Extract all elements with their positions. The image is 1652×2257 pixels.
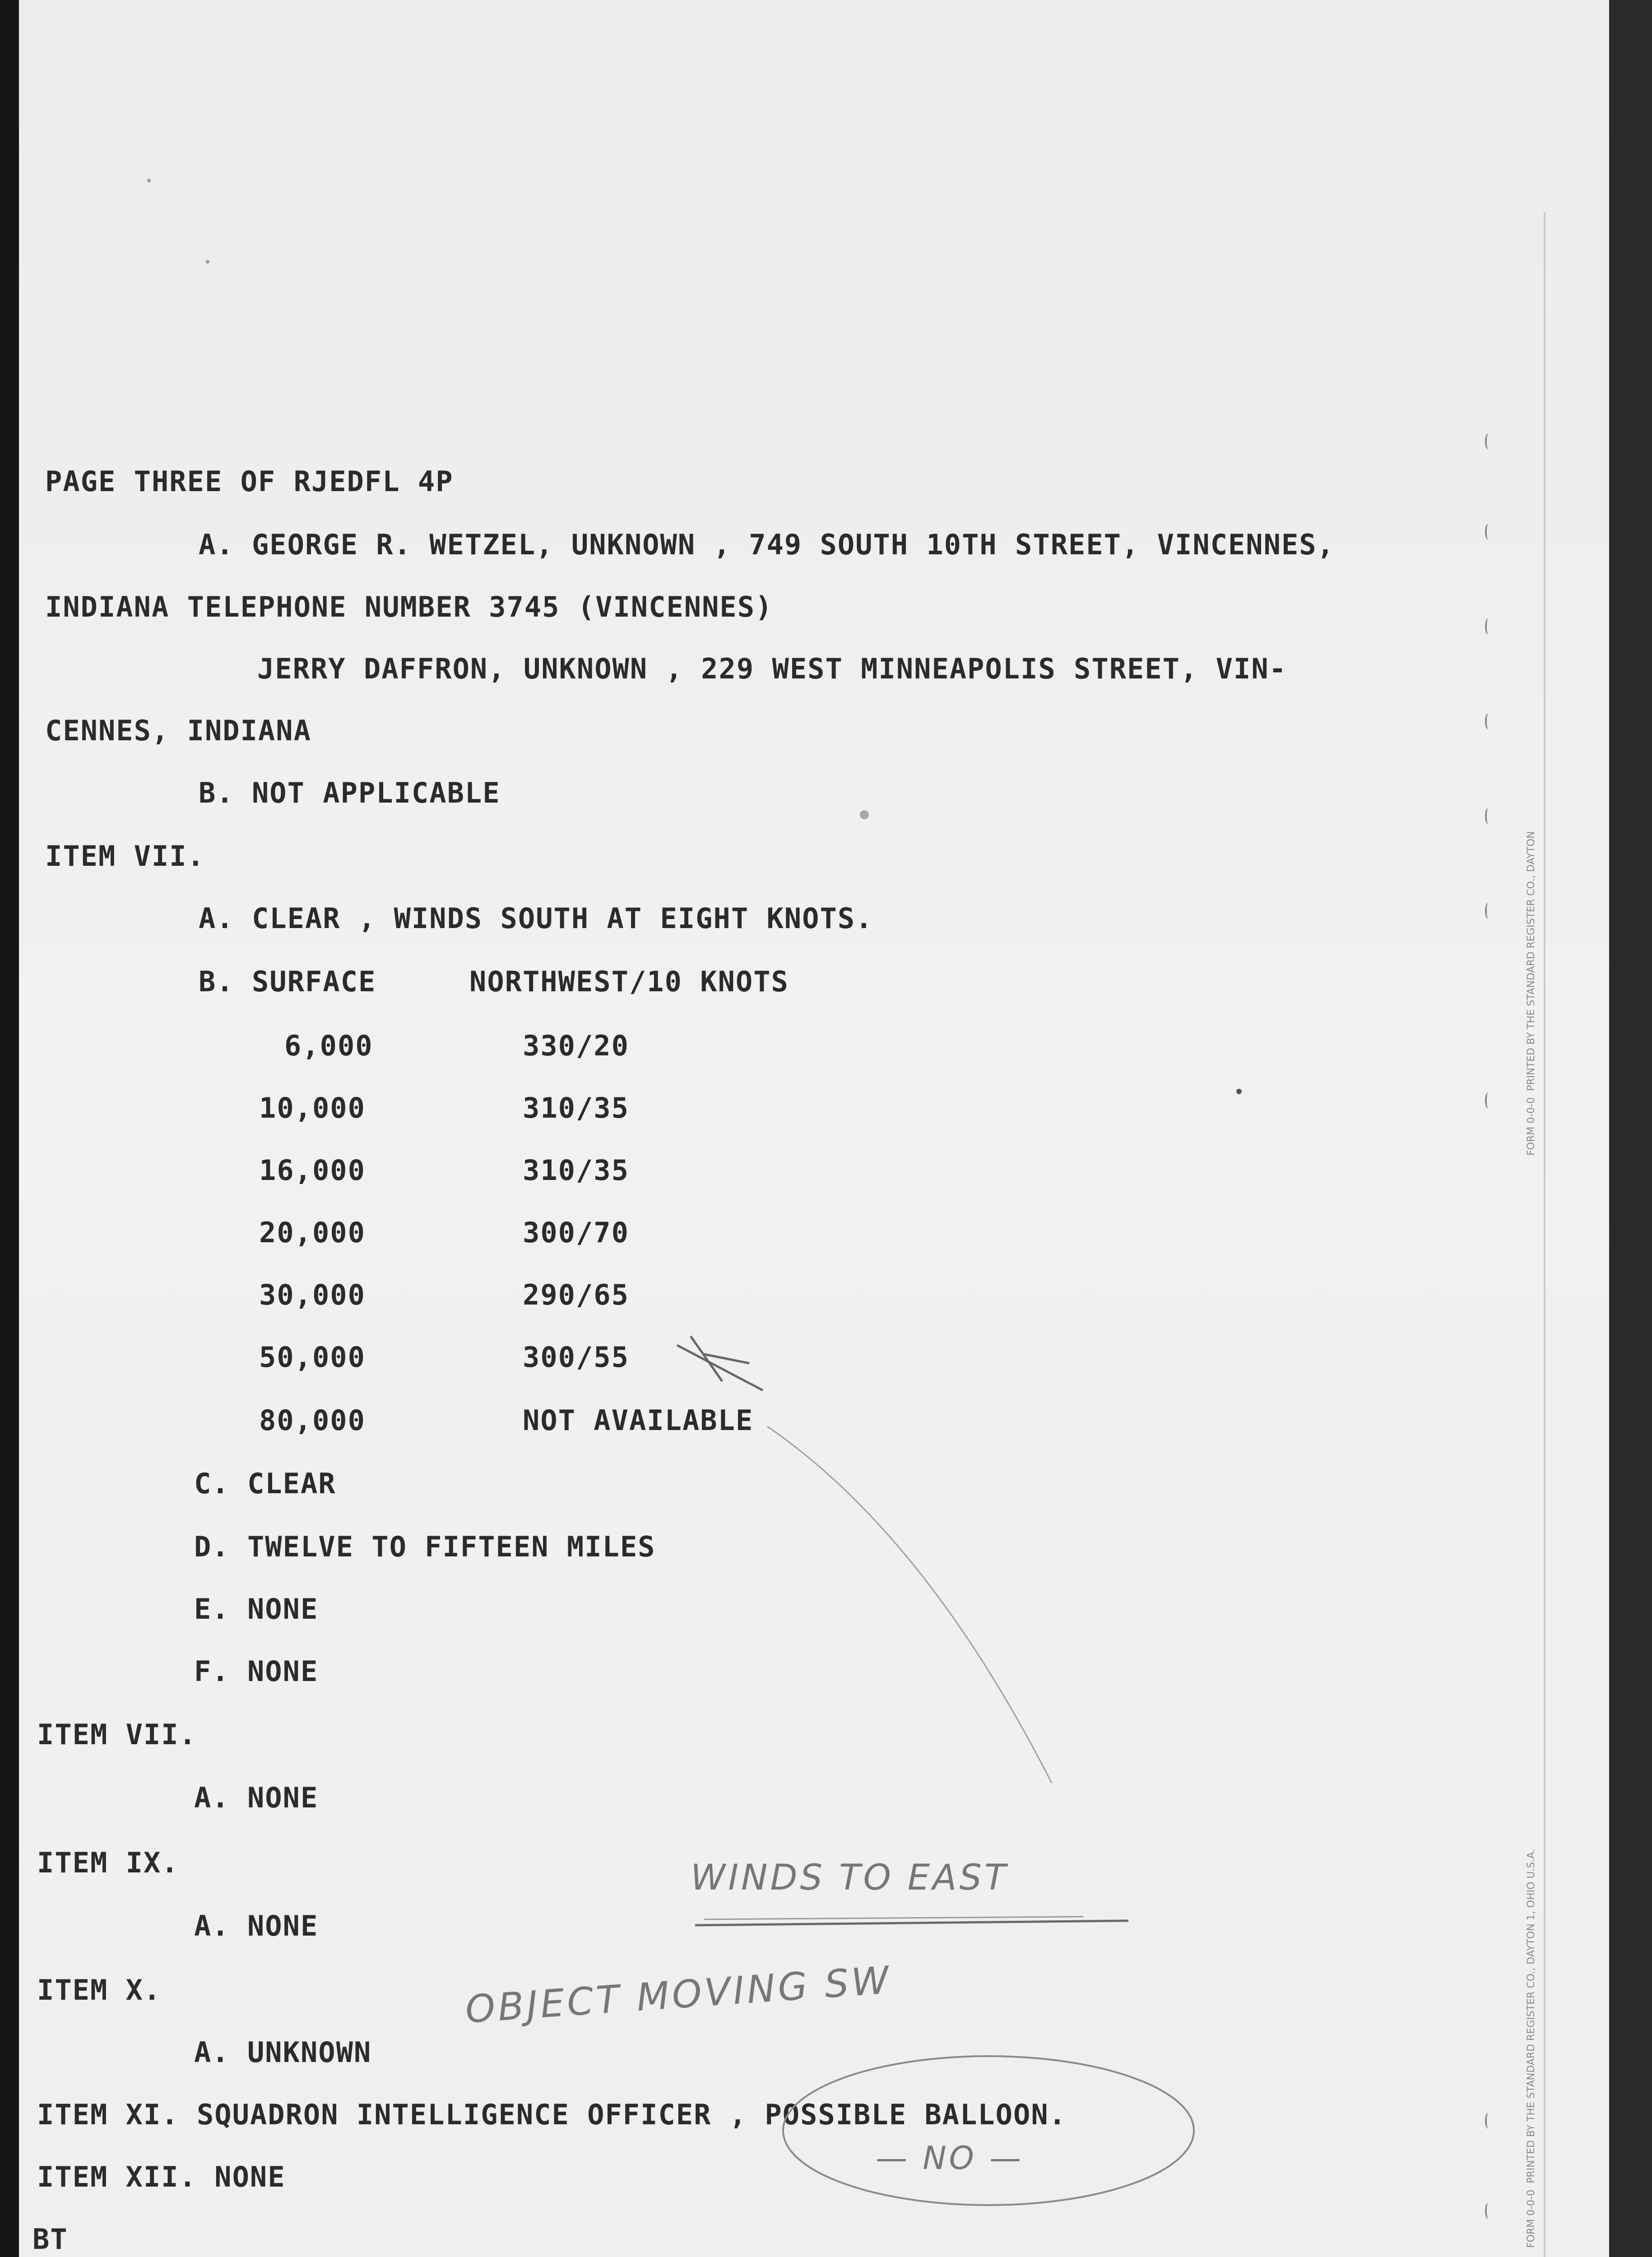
margin-imprint-top: FORM 0-0-0 PRINTED BY THE STANDARD REGISTER CO., DAYTON [1526,831,1537,1156]
handwritten-object-note: OBJECT MOVING SW [464,1958,893,2032]
item10-heading: ITEM X. [37,1974,162,2006]
item11: ITEM XI. SQUADRON INTELLIGENCE OFFICER , POSSIBLE BALLOON. [37,2098,1067,2131]
item7-heading: ITEM VII. [45,840,205,873]
witness-a-line1: A. GEORGE R. WETZEL, UNKNOWN , 749 SOUTH 10TH STREET, VINCENNES, [199,528,1335,561]
item10-a: A. UNKNOWN [194,2036,372,2069]
item7-c: C. CLEAR [194,1467,336,1500]
item12: ITEM XII. NONE [37,2160,286,2193]
wind-value: 310/35 [523,1091,629,1124]
item7-e: E. NONE [194,1593,319,1625]
wind-altitude: 6,000 [284,1029,373,1062]
margin-imprint-bottom: FORM 0-0-0 PRINTED BY THE STANDARD REGISTER CO., DAYTON 1, OHIO U.S.A. [1526,1848,1537,2248]
page-header: PAGE THREE OF RJEDFL 4P [45,465,454,498]
item9-heading: ITEM IX. [37,1846,179,1879]
wind-value: 330/20 [523,1029,629,1062]
handwritten-balloon-note: — NO — [876,2140,1024,2177]
witness-b: B. NOT APPLICABLE [199,776,501,809]
wind-altitude: 16,000 [259,1154,366,1187]
item7-b-surface-value: NORTHWEST/10 KNOTS [469,965,789,998]
handwritten-winds-note: WINDS TO EAST [691,1858,1009,1898]
wind-value: 300/70 [523,1216,629,1249]
wind-value: NOT AVAILABLE [523,1404,754,1437]
wind-value: 290/65 [523,1278,629,1311]
item7-b-label: B. SURFACE [199,965,376,998]
wind-altitude: 20,000 [259,1216,366,1249]
item7-d: D. TWELVE TO FIFTEEN MILES [194,1530,656,1563]
item9-a: A. NONE [194,1909,319,1942]
item7-f: F. NONE [194,1655,319,1688]
wind-altitude: 10,000 [259,1091,366,1124]
wind-altitude: 80,000 [259,1404,366,1437]
witness-a-line3: JERRY DAFFRON, UNKNOWN , 229 WEST MINNEAPOLIS STREET, VIN- [257,652,1287,685]
item7-a: A. CLEAR , WINDS SOUTH AT EIGHT KNOTS. [199,902,873,935]
witness-a-line2: INDIANA TELEPHONE NUMBER 3745 (VINCENNES) [45,590,773,623]
item8-heading: ITEM VII. [37,1718,197,1751]
wind-value: 300/55 [523,1341,629,1374]
item8-a: A. NONE [194,1781,319,1814]
wind-altitude: 30,000 [259,1278,366,1311]
wind-value: 310/35 [523,1154,629,1187]
wind-altitude: 50,000 [259,1341,366,1374]
witness-a-line4: CENNES, INDIANA [45,714,311,747]
end-mark: BT [32,2223,68,2256]
